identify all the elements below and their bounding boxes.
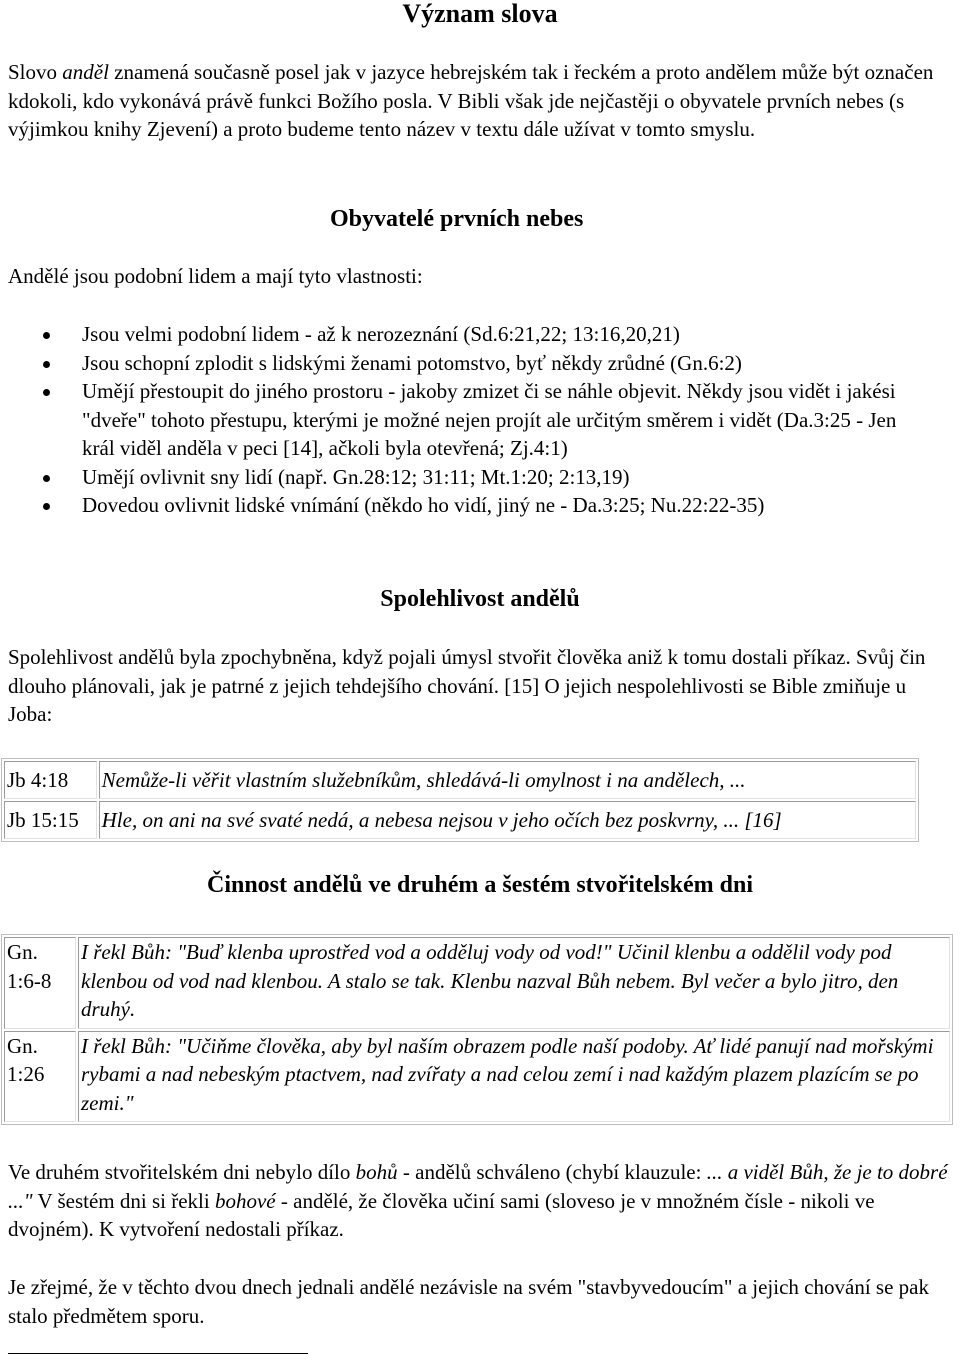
table-row — [4, 761, 916, 799]
paragraph-conclusion: Je zřejmé, že v těchto dvou dnech jednali andělé nezávisle na svém "stavbyvedoucím" a jejich chování se pak stalo předmětem sporu. — [8, 1275, 929, 1328]
table-row — [4, 801, 916, 839]
quote-text: I řekl Bůh: "Buď klenba uprostřed vod a odděluj vody od vod!" Učinil klenbu a oddělil vody pod klenbou od vod nad klenbou. A stalo se tak. Klenbu nazval Bůh nebem. Byl večer a bylo jitro, den druhý. — [81, 940, 899, 1021]
text-run: V šestém dni si řekli — [32, 1188, 215, 1213]
emphasis-word: anděl — [62, 60, 109, 84]
quote-text: Hle, on ani na své svaté nedá, a nebesa nejsou v jeho očích bez poskvrny, ... [16] — [101, 807, 782, 832]
heading-reliability: Spolehlivost andělů — [380, 586, 580, 612]
reference-cell: Gn. 1:6-8 — [4, 937, 76, 1029]
emphasis-word: bohové — [214, 1188, 276, 1213]
heading-activity: Činnost andělů ve druhém a šestém stvořitelském dni — [206, 872, 753, 898]
job-quotes-table — [1, 758, 919, 842]
emphasis-quote: ... a viděl Bůh, že je to dobré ..." — [8, 1160, 948, 1213]
heading-meaning: Význam slova — [402, 0, 558, 28]
list-item: Dovedou ovlivnit lidské vnímání (někdo ho vidí, jiný ne - Da.3:25; Nu.22:22-35) — [0, 491, 910, 520]
list-item: Umějí ovlivnit sny lidí (např. Gn.28:12; 31:11; Mt.1:20; 2:13,19) — [0, 463, 910, 492]
paragraph-creation-days — [8, 1158, 952, 1244]
quote-cell — [78, 1031, 950, 1123]
quote-cell — [99, 801, 916, 839]
list-item: Jsou velmi podobní lidem - až k nerozeznání (Sd.6:21,22; 13:16,20,21) — [0, 320, 910, 349]
list-item: Umějí přestoupit do jiného prostoru - jakoby zmizet či se náhle objevit. Někdy jsou vidět i jakési "dveře" tohoto přestupu, kterými je možné nejen projít ale určitým směrem i vidět (Da.3:25 - Jen král viděl anděla v peci [14], ačkoli byla otevřená; Zj.4:1) — [0, 377, 910, 463]
text-run: - andělů schváleno (chybí klauzule: — [397, 1160, 707, 1184]
paragraph-meaning — [8, 58, 952, 144]
text-run: - andělé, že člověka učiní sami (sloveso je v množném čísle - nikoli ve dvojném). K vytvoření nedostali příkaz. — [8, 1188, 875, 1241]
properties-list — [0, 320, 910, 520]
text-run: Slovo — [8, 60, 63, 84]
table-row — [4, 937, 950, 1029]
quote-cell — [99, 761, 916, 799]
heading-inhabitants: Obyvatelé prvních nebes — [330, 206, 584, 232]
emphasis-word: bohů — [355, 1160, 398, 1184]
genesis-quotes-table — [1, 934, 953, 1125]
footnote-separator — [8, 1353, 308, 1354]
paragraph-reliability: Spolehlivost andělů byla zpochybněna, když pojali úmysl stvořit člověka aniž k tomu dostali příkaz. Svůj čin dlouho plánovali, jak je patrné z jejich tehdejšího chování. [15] O jejich nespolehlivosti se Bible zmiňuje u Joba: — [8, 645, 926, 726]
table-row — [4, 1031, 950, 1123]
quote-text: Nemůže-li věřit vlastním služebníkům, shledává-li omylnost i na andělech, ... — [101, 767, 746, 792]
text-run: znamená současně posel jak v jazyce hebrejském tak i řeckém a proto andělem může být označen kdokoli, kdo vykonává právě funkci Božího posla. V Bibli však jde nejčastěji o obyvatele prvních nebes (s výjimkou knihy Zjevení) a proto budeme tento název v textu dále užívat v tomto smyslu. — [8, 60, 934, 141]
text-run: Ve druhém stvořitelském dni nebylo dílo — [8, 1160, 356, 1184]
list-item: Jsou schopní zplodit s lidskými ženami potomstvo, byť někdy zrůdné (Gn.6:2) — [0, 349, 910, 378]
paragraph-properties-intro: Andělé jsou podobní lidem a mají tyto vlastnosti: — [8, 264, 423, 288]
reference-cell: Jb 4:18 — [4, 761, 97, 799]
reference-cell: Gn. 1:26 — [4, 1031, 76, 1123]
quote-text: I řekl Bůh: "Učiňme člověka, aby byl naším obrazem podle naší podoby. Ať lidé panují nad mořskými rybami a nad nebeským ptactvem, nad zvířaty a nad celou zemí i nad každým plazem plazícím se po zemi." — [81, 1033, 934, 1115]
quote-cell — [78, 937, 950, 1029]
reference-cell: Jb 15:15 — [4, 801, 97, 839]
